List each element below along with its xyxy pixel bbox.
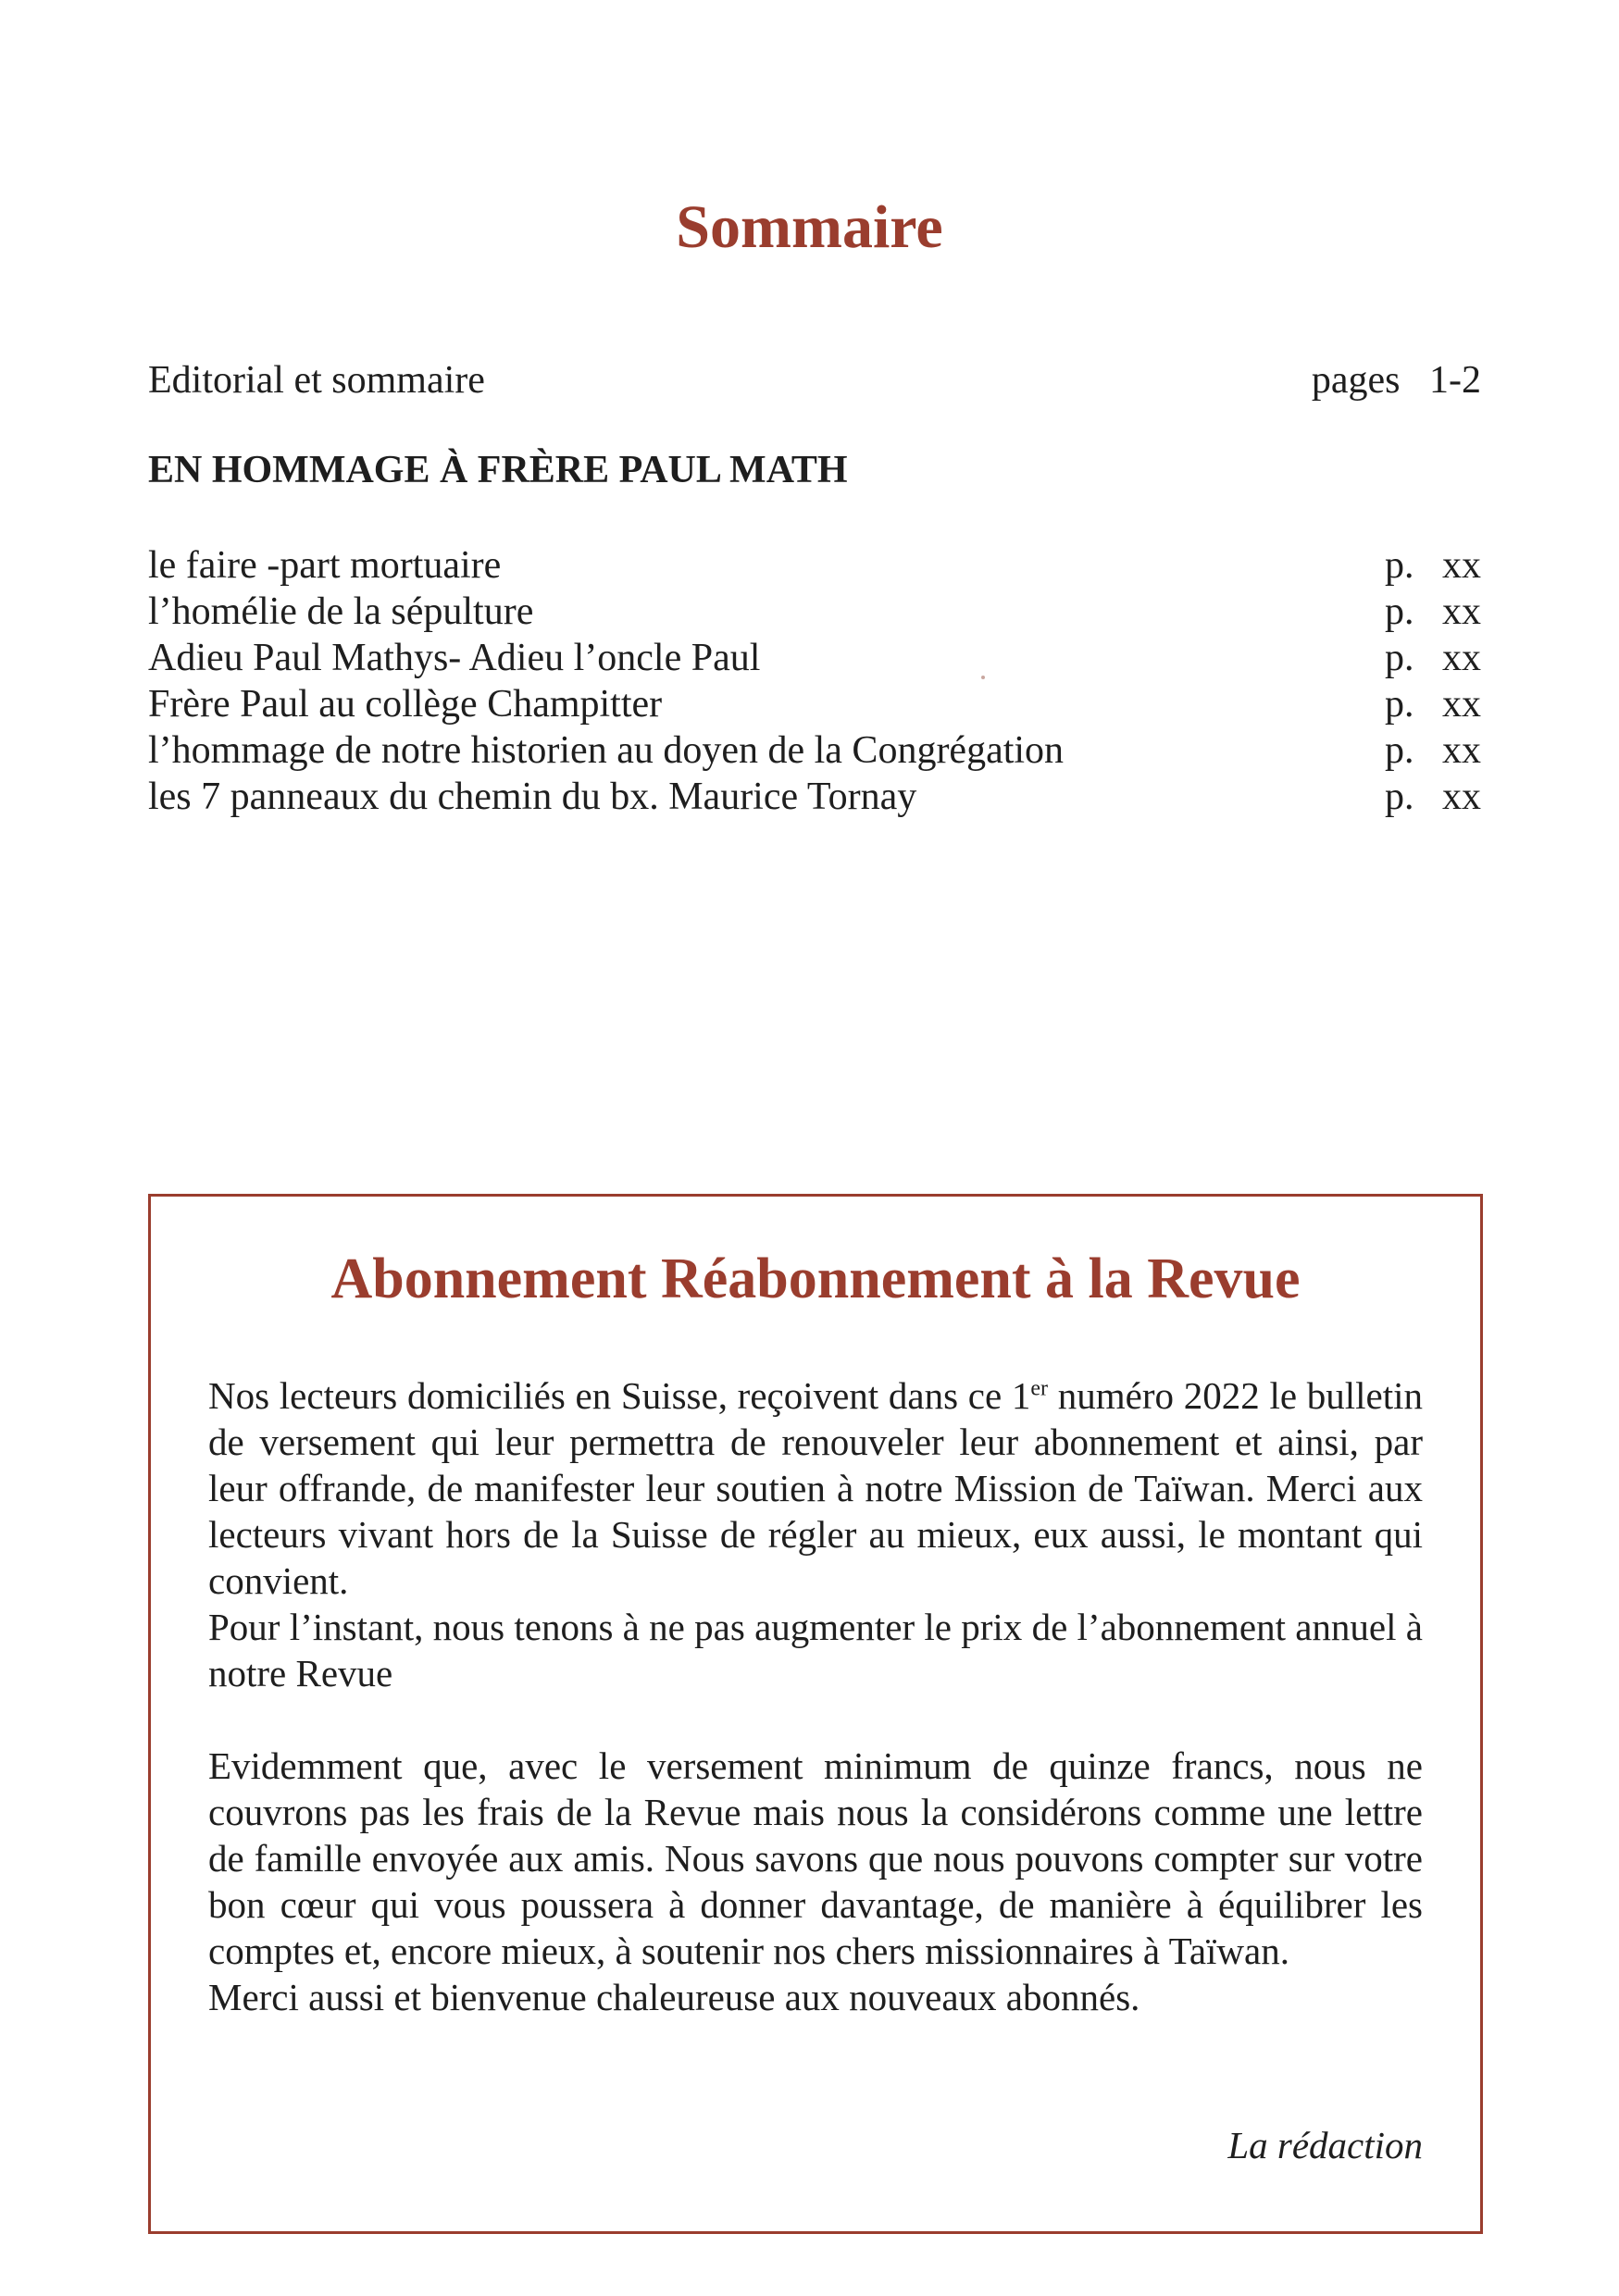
toc-editorial-pages: [1312, 357, 1481, 403]
toc-item-page: p. xx: [1385, 637, 1481, 679]
toc-item-title: l’hommage de notre historien au doyen de la Congrégation: [148, 729, 1065, 772]
section-heading: EN HOMMAGE À FRÈRE PAUL MATH: [148, 449, 848, 491]
toc-item-title: Frère Paul au collège Champitter: [148, 683, 663, 726]
pages-range: 1-2: [1429, 359, 1481, 402]
paragraph-1: Nos lecteurs domiciliés en Suisse, reçoivent dans ce 1er numéro 2022 le bulletin de versement qui leur permettra de renouveler leur abonnement et ainsi, par leur offrande, de manifester leur soutien à notre Mission de Taïwan. Merci aux lecteurs vivant hors de la Suisse de régler au mieux, eux aussi, le montant qui convient.: [208, 1374, 1424, 1602]
toc-item-page: p. xx: [1385, 544, 1481, 587]
toc-item-page: p. xx: [1385, 683, 1481, 726]
subscription-box: [148, 1194, 1483, 2234]
toc-item-page: p. xx: [1385, 776, 1481, 818]
paragraph-4: Merci aussi et bienvenue chaleureuse aux nouveaux abonnés.: [208, 1976, 1140, 2018]
paragraph-3: Evidemment que, avec le versement minimum de quinze francs, nous ne couvrons pas les frais de la Revue mais nous la considérons comme une lettre de famille envoyée aux amis. Nous savons que nous pouvons compter sur votre bon cœur qui vous poussera à donner davantage, de manière à équilibrer les comptes et, encore mieux, à soutenir nos chers missionnaires à Taïwan.: [208, 1744, 1423, 1972]
toc-item-title: l’homélie de la sépulture: [148, 590, 534, 633]
toc-item-page: p. xx: [1385, 729, 1481, 772]
signature: La rédaction: [1227, 2124, 1423, 2166]
toc-editorial-label: Editorial et sommaire: [148, 359, 485, 402]
superscript: er: [1030, 1376, 1049, 1401]
toc-item-title: le faire -part mortuaire: [148, 544, 502, 587]
page-title: Sommaire: [676, 193, 943, 261]
pages-label: pages: [1311, 359, 1401, 402]
scan-speck: [981, 676, 985, 679]
toc-item-page: p. xx: [1385, 590, 1481, 633]
subscription-title: Abonnement Réabonnement à la Revue: [330, 1247, 1301, 1310]
subscription-body: [208, 1372, 1423, 2020]
toc-item-title: les 7 panneaux du chemin du bx. Maurice Tornay: [148, 776, 917, 818]
paragraph-2: Pour l’instant, nous tenons à ne pas augmenter le prix de l’abonnement annuel à notre Revue: [208, 1606, 1423, 1694]
toc-item-title: Adieu Paul Mathys- Adieu l’oncle Paul: [148, 637, 761, 679]
